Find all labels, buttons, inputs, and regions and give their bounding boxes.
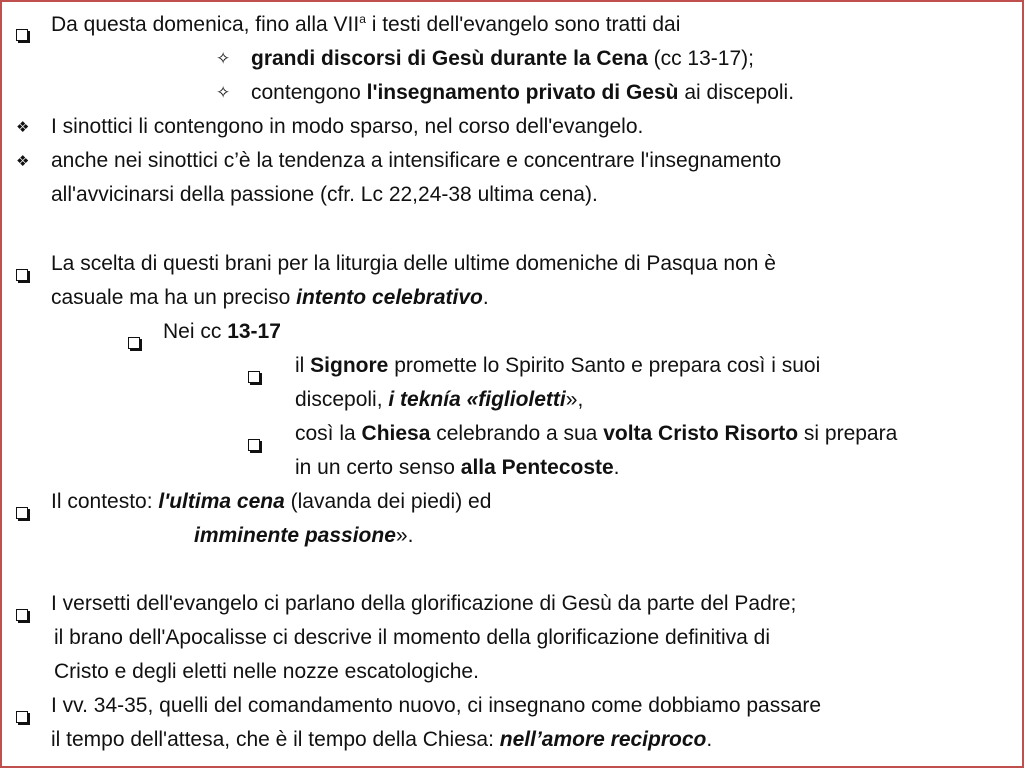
checkbox-bullet-icon	[16, 597, 28, 631]
diamond-bullet-icon: ❖	[16, 152, 30, 170]
checkbox-bullet-icon	[16, 17, 28, 51]
checkbox-bullet-icon	[16, 495, 28, 529]
text-line-8: casuale ma ha un preciso intento celebrativo.	[51, 286, 489, 309]
checkbox-bullet-icon	[16, 257, 28, 291]
text-line-19: I vv. 34-35, quelli del comandamento nuovo, ci insegnano come dobbiamo passare	[51, 694, 822, 717]
text-line-17: il brano dell'Apocalisse ci descrive il momento della glorificazione definitiva di	[54, 626, 771, 649]
text-line-6: all'avvicinarsi della passione (cfr. Lc 22,24-38 ultima cena).	[51, 183, 598, 206]
text-line-11: discepoli, i teknía «figlioletti»,	[295, 388, 584, 411]
text-line-15: imminente passione».	[194, 524, 414, 547]
star-bullet-icon: ✧	[216, 83, 231, 103]
text-line-20: il tempo dell'attesa, che è il tempo della Chiesa: nell’amore reciproco.	[51, 728, 713, 751]
checkbox-bullet-icon	[248, 427, 260, 461]
text-line-9: Nei cc 13-17	[163, 320, 281, 343]
text-line-5: anche nei sinottici c’è la tendenza a intensificare e concentrare l'insegnamento	[51, 149, 782, 172]
text-line-16: I versetti dell'evangelo ci parlano della glorificazione di Gesù da parte del Padre;	[51, 592, 797, 615]
text-line-7: La scelta di questi brani per la liturgia delle ultime domeniche di Pasqua non è	[51, 252, 776, 275]
text-line-13: in un certo senso alla Pentecoste.	[295, 456, 620, 479]
checkbox-bullet-icon	[16, 699, 28, 733]
text-line-10: il Signore promette lo Spirito Santo e prepara così i suoi	[295, 354, 821, 377]
text-line-18: Cristo e degli eletti nelle nozze escatologiche.	[54, 660, 479, 683]
star-bullet-icon: ✧	[216, 49, 231, 69]
text-line-14: Il contesto: l'ultima cena (lavanda dei piedi) ed	[51, 490, 492, 513]
text-line-2: grandi discorsi di Gesù durante la Cena (cc 13-17);	[251, 47, 754, 70]
text-line-12: così la Chiesa celebrando a sua volta Cristo Risorto si prepara	[295, 422, 898, 445]
text-line-3: contengono l'insegnamento privato di Gesù ai discepoli.	[251, 81, 795, 104]
checkbox-bullet-icon	[248, 359, 260, 393]
text-line-1: Da questa domenica, fino alla VII$^a$ i testi dell'evangelo sono tratti dai	[51, 12, 681, 36]
diamond-bullet-icon: ❖	[16, 118, 30, 136]
text-line-4: I sinottici li contengono in modo sparso, nel corso dell'evangelo.	[51, 115, 644, 138]
checkbox-bullet-icon	[128, 325, 140, 359]
